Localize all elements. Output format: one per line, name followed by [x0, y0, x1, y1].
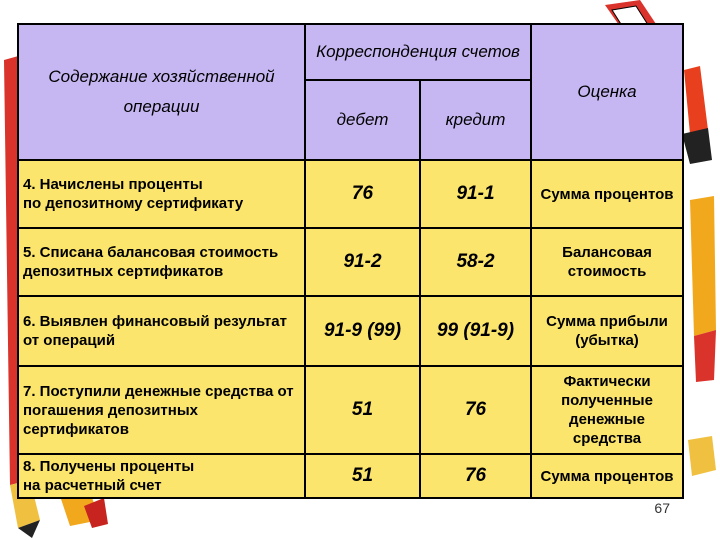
table-row [18, 160, 683, 228]
correspondence-header [305, 24, 531, 80]
assessment-cell: Сумма процентов [531, 160, 683, 228]
table-row [18, 366, 683, 454]
credit-header [420, 80, 531, 160]
table-row [18, 454, 683, 498]
assessment-cell: Сумма процентов [531, 454, 683, 498]
assessment-cell: Фактически полученные денежные средства [531, 366, 683, 454]
correspondence-header-label: Корреспонденция счетов [316, 42, 520, 61]
debit-header-label: дебет [336, 110, 389, 129]
assessment-cell: Балансовая стоимость [531, 228, 683, 296]
operation-cell: 8. Получены проценты на расчетный счет [18, 454, 305, 498]
assessment-cell: Сумма прибыли (убытка) [531, 296, 683, 366]
credit-cell: 76 [420, 454, 531, 498]
credit-cell: 76 [420, 366, 531, 454]
debit-cell: 51 [305, 454, 420, 498]
operation-cell: 6. Выявлен финансовый результат от операций [18, 296, 305, 366]
credit-cell: 99 (91-9) [420, 296, 531, 366]
debit-cell: 91-2 [305, 228, 420, 296]
content-header-label: Содержание хозяйственной операции [48, 67, 275, 116]
assessment-header [531, 24, 683, 160]
debit-header [305, 80, 420, 160]
operation-cell: 7. Поступили денежные средства от погашения депозитных сертификатов [18, 366, 305, 454]
credit-header-label: кредит [445, 110, 506, 129]
operation-cell: 4. Начислены проценты по депозитному сертификату [18, 160, 305, 228]
operation-cell: 5. Списана балансовая стоимость депозитных сертификатов [18, 228, 305, 296]
debit-cell: 91-9 (99) [305, 296, 420, 366]
debit-cell: 51 [305, 366, 420, 454]
content-header [18, 24, 305, 160]
table-row [18, 228, 683, 296]
table-row [18, 296, 683, 366]
accounting-table [17, 23, 684, 499]
page-number: 67 [654, 500, 670, 516]
credit-cell: 58-2 [420, 228, 531, 296]
assessment-header-label: Оценка [577, 82, 637, 101]
debit-cell: 76 [305, 160, 420, 228]
credit-cell: 91-1 [420, 160, 531, 228]
